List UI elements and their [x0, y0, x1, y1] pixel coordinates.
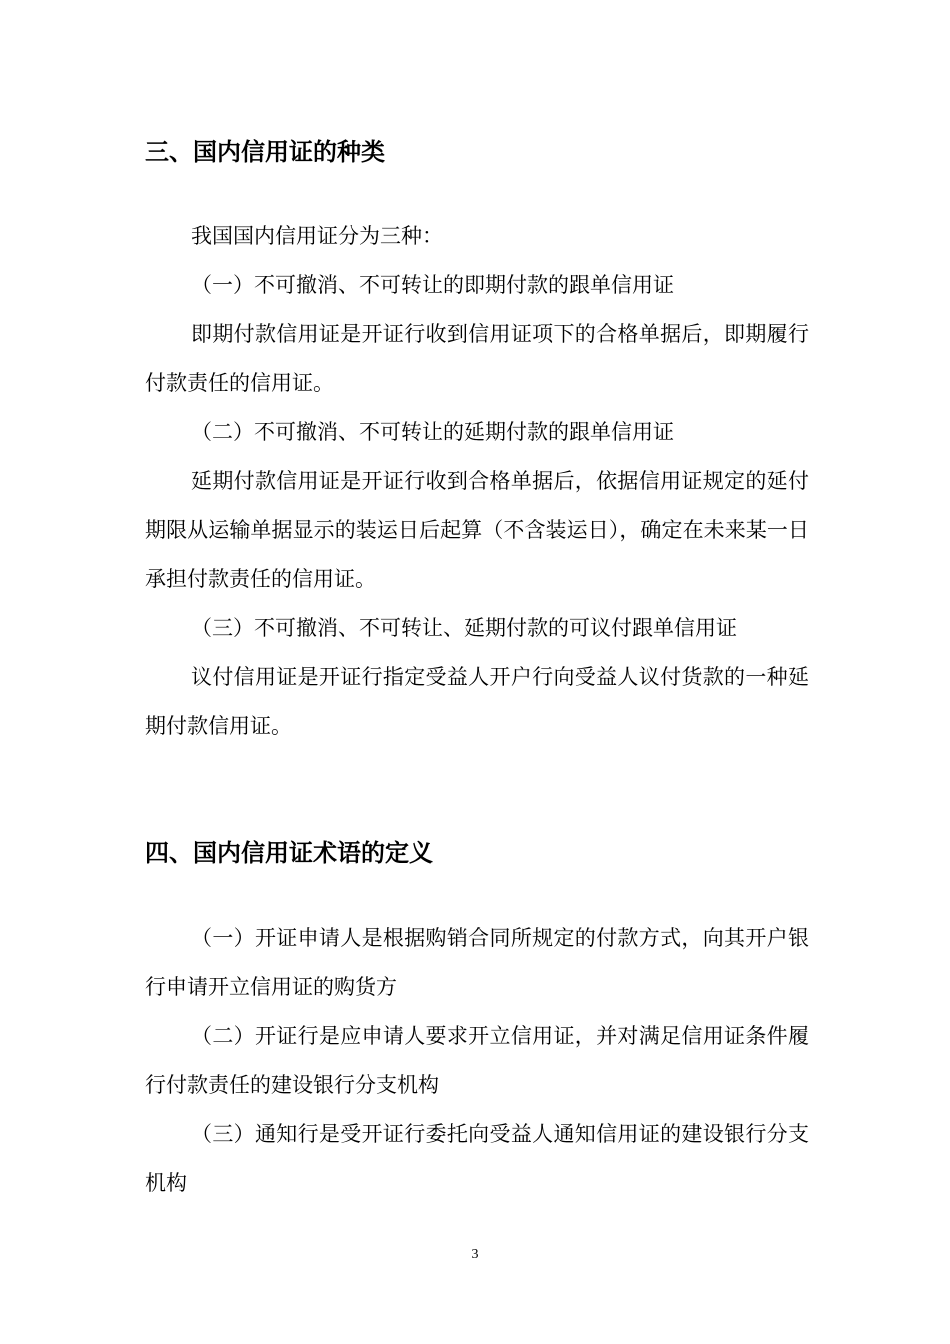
section-3-paragraph-1: 我国国内信用证分为三种： — [191, 224, 443, 248]
section-4-heading: 四、国内信用证术语的定义 — [145, 839, 433, 867]
section-4-paragraph-2: （二）开证行是应申请人要求开立信用证，并对满足信用证条件履行付款责任的建设银行分支机构 — [145, 1024, 809, 1097]
section-3-paragraph-5: 延期付款信用证是开证行收到合格单据后，依据信用证规定的延付期限从运输单据显示的装运日后起算（不含装运日），确定在未来某一日承担付款责任的信用证。 — [145, 469, 809, 591]
section-3-paragraph-3: 即期付款信用证是开证行收到信用证项下的合格单据后，即期履行付款责任的信用证。 — [145, 322, 809, 395]
page-number: 3 — [471, 1247, 479, 1262]
section-3-heading: 三、国内信用证的种类 — [145, 138, 385, 166]
section-3-paragraph-4: （二）不可撤消、不可转让的延期付款的跟单信用证 — [191, 420, 674, 444]
section-3-paragraph-6: （三）不可撤消、不可转让、延期付款的可议付跟单信用证 — [191, 616, 737, 640]
section-4-paragraph-3: （三）通知行是受开证行委托向受益人通知信用证的建设银行分支机构 — [145, 1122, 809, 1195]
section-3-paragraph-2: （一）不可撤消、不可转让的即期付款的跟单信用证 — [191, 273, 674, 297]
section-3-paragraph-7: 议付信用证是开证行指定受益人开户行向受益人议付货款的一种延期付款信用证。 — [145, 665, 809, 738]
section-4-paragraph-1: （一）开证申请人是根据购销合同所规定的付款方式，向其开户银行申请开立信用证的购货方 — [145, 926, 809, 999]
